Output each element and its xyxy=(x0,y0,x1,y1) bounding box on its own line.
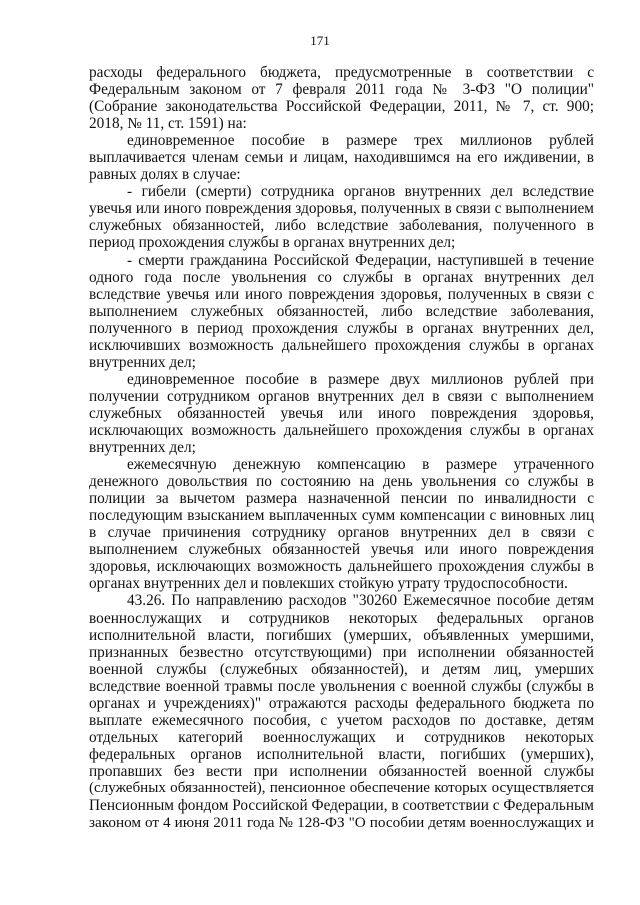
text-line: Пенсионным фондом Российской Федерации, в соответствии с Федеральным xyxy=(89,797,594,815)
text-line: единовременное пособие в размере трех миллионов рублей xyxy=(127,132,594,150)
text-line: единовременное пособие в размере двух миллионов рублей при xyxy=(127,370,594,388)
text-line: выплате ежемесячного пособия, с учетом расходов по доставке, детям xyxy=(89,711,594,729)
text-line: вследствие увечья или иного повреждения здоровья, полученных в связи с xyxy=(89,285,594,303)
text-line: выполнением служебных обязанностей, либо вследствие заболевания, xyxy=(89,302,594,320)
text-line: ежемесячную денежную компенсацию в размере утраченного xyxy=(127,456,594,474)
text-line: последующим взысканием выплаченных сумм компенсации с виновных лиц xyxy=(89,507,594,525)
text-line: получении сотрудником органов внутренних дел в связи с выполнением xyxy=(89,387,594,405)
text-line: исключивших возможность дальнейшего прохождения службы в органах xyxy=(89,336,594,354)
text-line: отдельных категорий военнослужащих и сотрудников некоторых xyxy=(89,728,594,746)
text-line: служебных обязанностей увечья или иного повреждения здоровья, xyxy=(89,404,594,422)
text-line: (Собрание законодательства Российской Федерации, 2011, № 7, ст. 900; xyxy=(89,98,594,116)
text-line: законом от 4 июня 2011 года № 128-ФЗ "О пособии детям военнослужащих и xyxy=(89,814,594,832)
text-line: 2018, № 11, ст. 1591) на: xyxy=(89,115,247,133)
text-line: Федеральным законом от 7 февраля 2011 года № 3-ФЗ "О полиции" xyxy=(89,81,594,99)
text-line: органах внутренних дел и повлекших стойкую утрату трудоспособности. xyxy=(89,575,568,593)
text-line: полиции за вычетом размера назначенной пенсии по инвалидности с xyxy=(89,490,594,508)
text-line: исключающих возможность дальнейшего прохождения службы в органах xyxy=(89,421,594,439)
text-line: увечья или иного повреждения здоровья, полученных в связи с выполнением xyxy=(89,200,594,218)
text-line: внутренних дел; xyxy=(89,353,196,371)
text-line: выполнением служебных обязанностей увечья или иного повреждения xyxy=(89,541,594,559)
text-line: 43.26. По направлению расходов "30260 Ежемесячное пособие детям xyxy=(127,592,594,610)
text-line: органах и учреждениях)" отражаются расходы федерального бюджета по xyxy=(89,694,594,712)
text-line: в случае причинения сотруднику органов внутренних дел в связи с xyxy=(89,524,594,542)
text-line: - смерти гражданина Российской Федерации, наступившей в течение xyxy=(127,251,594,269)
text-line: служебных обязанностей, либо вследствие заболевания, полученного в xyxy=(89,217,594,235)
text-line: внутренних дел; xyxy=(89,439,196,457)
text-line: период прохождения службы в органах внутренних дел; xyxy=(89,234,456,252)
text-line: признанных безвестно отсутствующими) при исполнении обязанностей xyxy=(89,643,594,661)
text-line: полученного в период прохождения службы в органах внутренних дел, xyxy=(89,319,594,337)
text-line: выплачивается членам семьи и лицам, находившимся на его иждивении, в xyxy=(89,149,594,167)
text-line: денежного довольствия по состоянию на день увольнения со службы в xyxy=(89,473,594,491)
document-body xyxy=(89,64,594,831)
page-number: 171 xyxy=(310,33,330,48)
text-line: федеральных органов исполнительной власти, погибших (умерших), xyxy=(89,745,594,763)
text-line: равных долях в случае: xyxy=(89,166,241,184)
text-line: пропавших без вести при исполнении обязанностей военной службы xyxy=(89,762,594,780)
text-line: исполнительной власти, погибших (умерших, объявленных умершими, xyxy=(89,626,594,644)
text-line: военной службы (служебных обязанностей), и детям лиц, умерших xyxy=(89,660,594,678)
text-line: вследствие военной травмы после увольнения с военной службы (службы в xyxy=(89,677,594,695)
text-line: военнослужащих и сотрудников некоторых федеральных органов xyxy=(89,609,594,627)
text-line: здоровья, исключающих возможность дальнейшего прохождения службы в xyxy=(89,558,594,576)
text-line: одного года после увольнения со службы в органах внутренних дел xyxy=(89,268,594,286)
text-line: (служебных обязанностей), пенсионное обеспечение которых осуществляется xyxy=(89,779,594,796)
text-line: расходы федерального бюджета, предусмотренные в соответствии с xyxy=(89,64,594,81)
text-line: - гибели (смерти) сотрудника органов внутренних дел вследствие xyxy=(127,183,594,201)
